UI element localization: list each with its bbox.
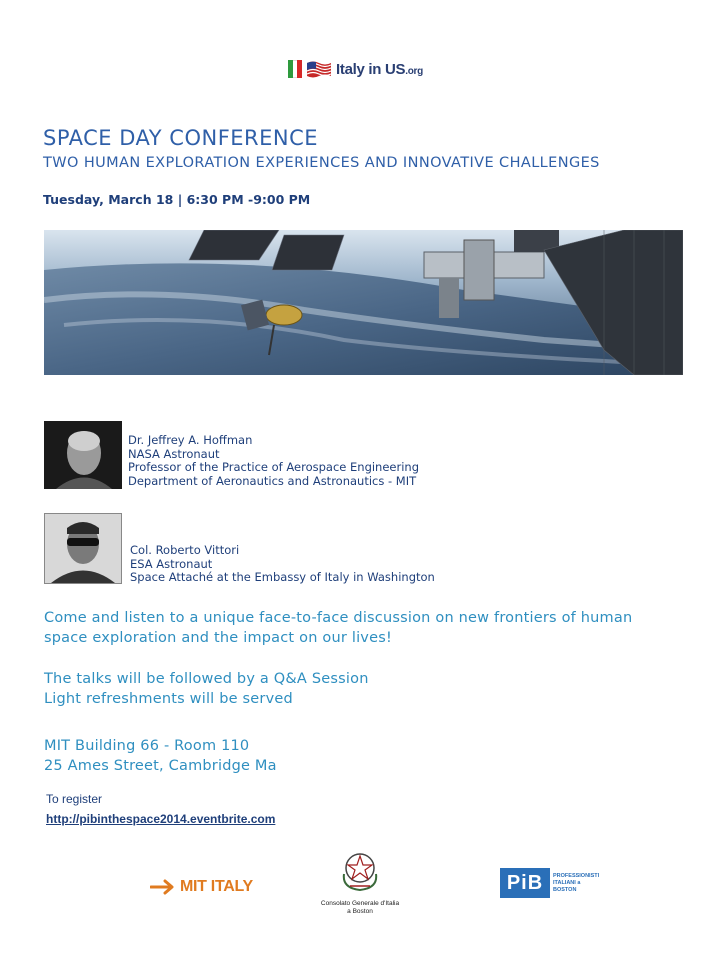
event-date: Tuesday, March 18 | 6:30 PM -9:00 PM	[43, 192, 311, 207]
location-room: MIT Building 66 - Room 110	[44, 738, 250, 754]
register-link[interactable]: http://pibinthespace2014.eventbrite.com	[46, 812, 276, 826]
refreshments-text: Light refreshments will be served	[44, 691, 293, 707]
speaker-role: NASA Astronaut	[128, 446, 220, 461]
hoffman-portrait-photo	[44, 421, 122, 489]
consolato-logo	[300, 846, 420, 916]
speaker-position: Space Attaché at the Embassy of Italy in Washington	[130, 570, 435, 584]
qa-session-text: The talks will be followed by a Q&A Session	[44, 671, 369, 687]
us-flag-icon	[306, 60, 332, 78]
description-line-2: space exploration and the impact on our lives!	[44, 630, 392, 646]
italian-emblem-icon	[336, 846, 384, 894]
description-line-1: Come and listen to a unique face-to-face discussion on new frontiers of human	[44, 610, 633, 626]
mit-italy-label: MIT ITALY	[180, 878, 253, 895]
pib-mark: PiB	[500, 868, 550, 898]
mit-italy-logo	[150, 878, 253, 896]
arrow-right-icon	[150, 879, 176, 895]
register-label: To register	[46, 792, 103, 806]
space-station-banner-image	[44, 230, 683, 375]
pib-label: PROFESSIONISTI ITALIANI a BOSTON	[553, 872, 600, 893]
speaker-department: Department of Aeronautics and Astronautics - MIT	[128, 473, 417, 488]
location-street: 25 Ames Street, Cambridge Ma	[44, 758, 277, 774]
hoffman-bio	[128, 434, 419, 488]
italy-flag-icon	[288, 60, 302, 78]
speaker-position: Professor of the Practice of Aerospace Engineering	[128, 460, 420, 474]
consolato-label: Consolato Generale d'Italia a Boston	[320, 900, 400, 915]
pib-logo	[500, 868, 599, 898]
italy-in-us-logo	[288, 57, 448, 81]
brand-name: Italy in US.org	[336, 60, 423, 78]
event-subtitle: TWO HUMAN EXPLORATION EXPERIENCES AND INNOVATIVE CHALLENGES	[43, 155, 600, 171]
speaker-role: ESA Astronaut	[130, 556, 213, 571]
vittori-portrait-photo	[44, 513, 122, 584]
speaker-name: Col. Roberto Vittori	[130, 543, 240, 557]
vittori-bio	[130, 544, 435, 585]
event-title: SPACE DAY CONFERENCE	[43, 126, 319, 150]
speaker-name: Dr. Jeffrey A. Hoffman	[128, 433, 253, 447]
